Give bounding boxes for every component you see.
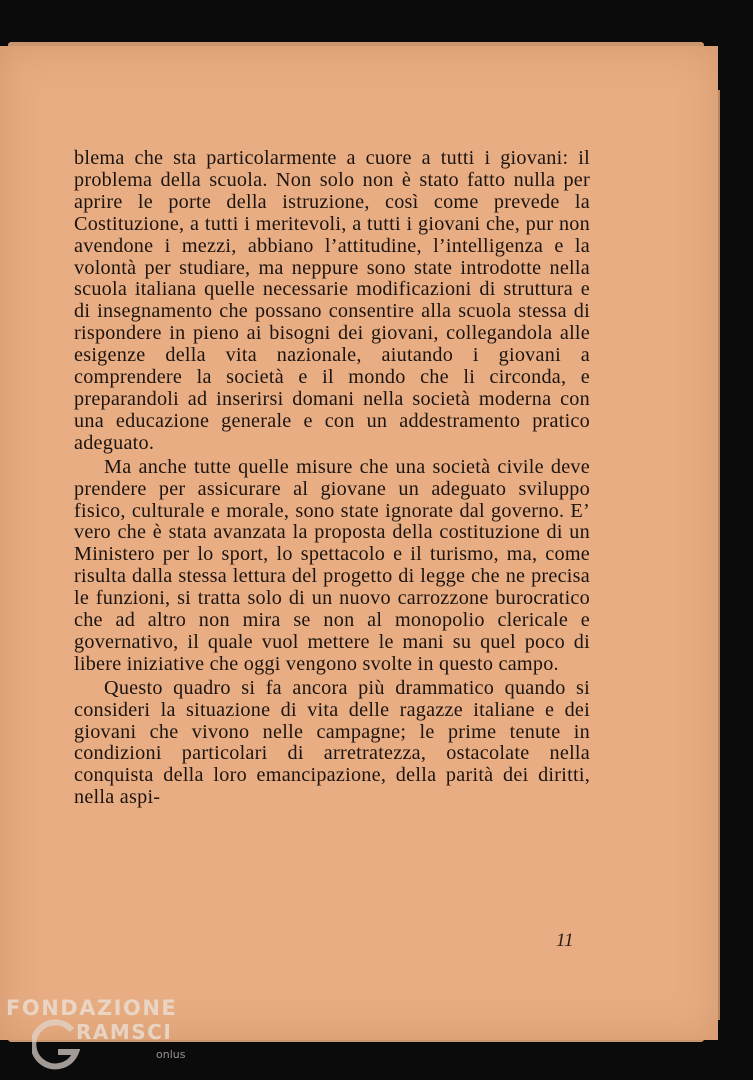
gramsci-logo-icon (32, 1016, 82, 1074)
paragraph-2: Ma anche tutte quelle misure che una società civile deve prendere per assicurare al giovane un adeguato sviluppo fisico, culturale e morale, sono state ignorate dal governo. E’ vero che è stata avanzata la proposta della costituzione di un Ministero per lo sport, lo spettacolo e il turismo, ma, come risulta dalla stessa lettura del progetto di legge che ne precisa le funzioni, si tratta solo di un nuovo carrozzone burocratico che ad altro non mira se non al monopolio clericale e governativo, il quale vuol mettere le mani su quel poco di libere iniziative che oggi vengono svolte in questo campo. (74, 455, 590, 675)
watermark-subtitle: onlus (156, 1048, 186, 1061)
watermark-line1: FONDAZIONE (6, 996, 178, 1020)
page-number: 11 (556, 930, 574, 951)
body-text (74, 148, 590, 809)
paragraph-3: Questo quadro si fa ancora più drammatico quando si consideri la situazione di vita delle ragazze italiane e dei giovani che vivono nelle campagne; le prime tenute in condizioni particolari di arretratezza, ostacolate nella conquista della loro emancipazione, della parità dei diritti, nella aspi- (74, 676, 590, 809)
watermark (6, 996, 196, 1078)
watermark-line2: RAMSCI (76, 1020, 173, 1044)
paragraph-1: blema che sta particolarmente a cuore a tutti i giovani: il problema della scuola. Non solo non è stato fatto nulla per aprire le porte della istruzione, così come prevede la Costituzione, a tutti i meritevoli, a tutti i giovani che, pur non avendone i mezzi, abbiano l’attitudine, l’intelligenza e la volontà per studiare, ma neppure sono state introdotte nella scuola italiana quelle necessarie modificazioni di struttura e di insegnamento che possano consentire alla scuola stessa di rispondere in pieno ai bisogni dei giovani, collegandola alle esigenze della vita nazionale, aiutando i giovani a comprendere la società e il mondo che li circonda, e preparandoli ad inserirsi domani nella società moderna con una educazione generale e con un addestramento pratico adeguato. (74, 147, 590, 454)
